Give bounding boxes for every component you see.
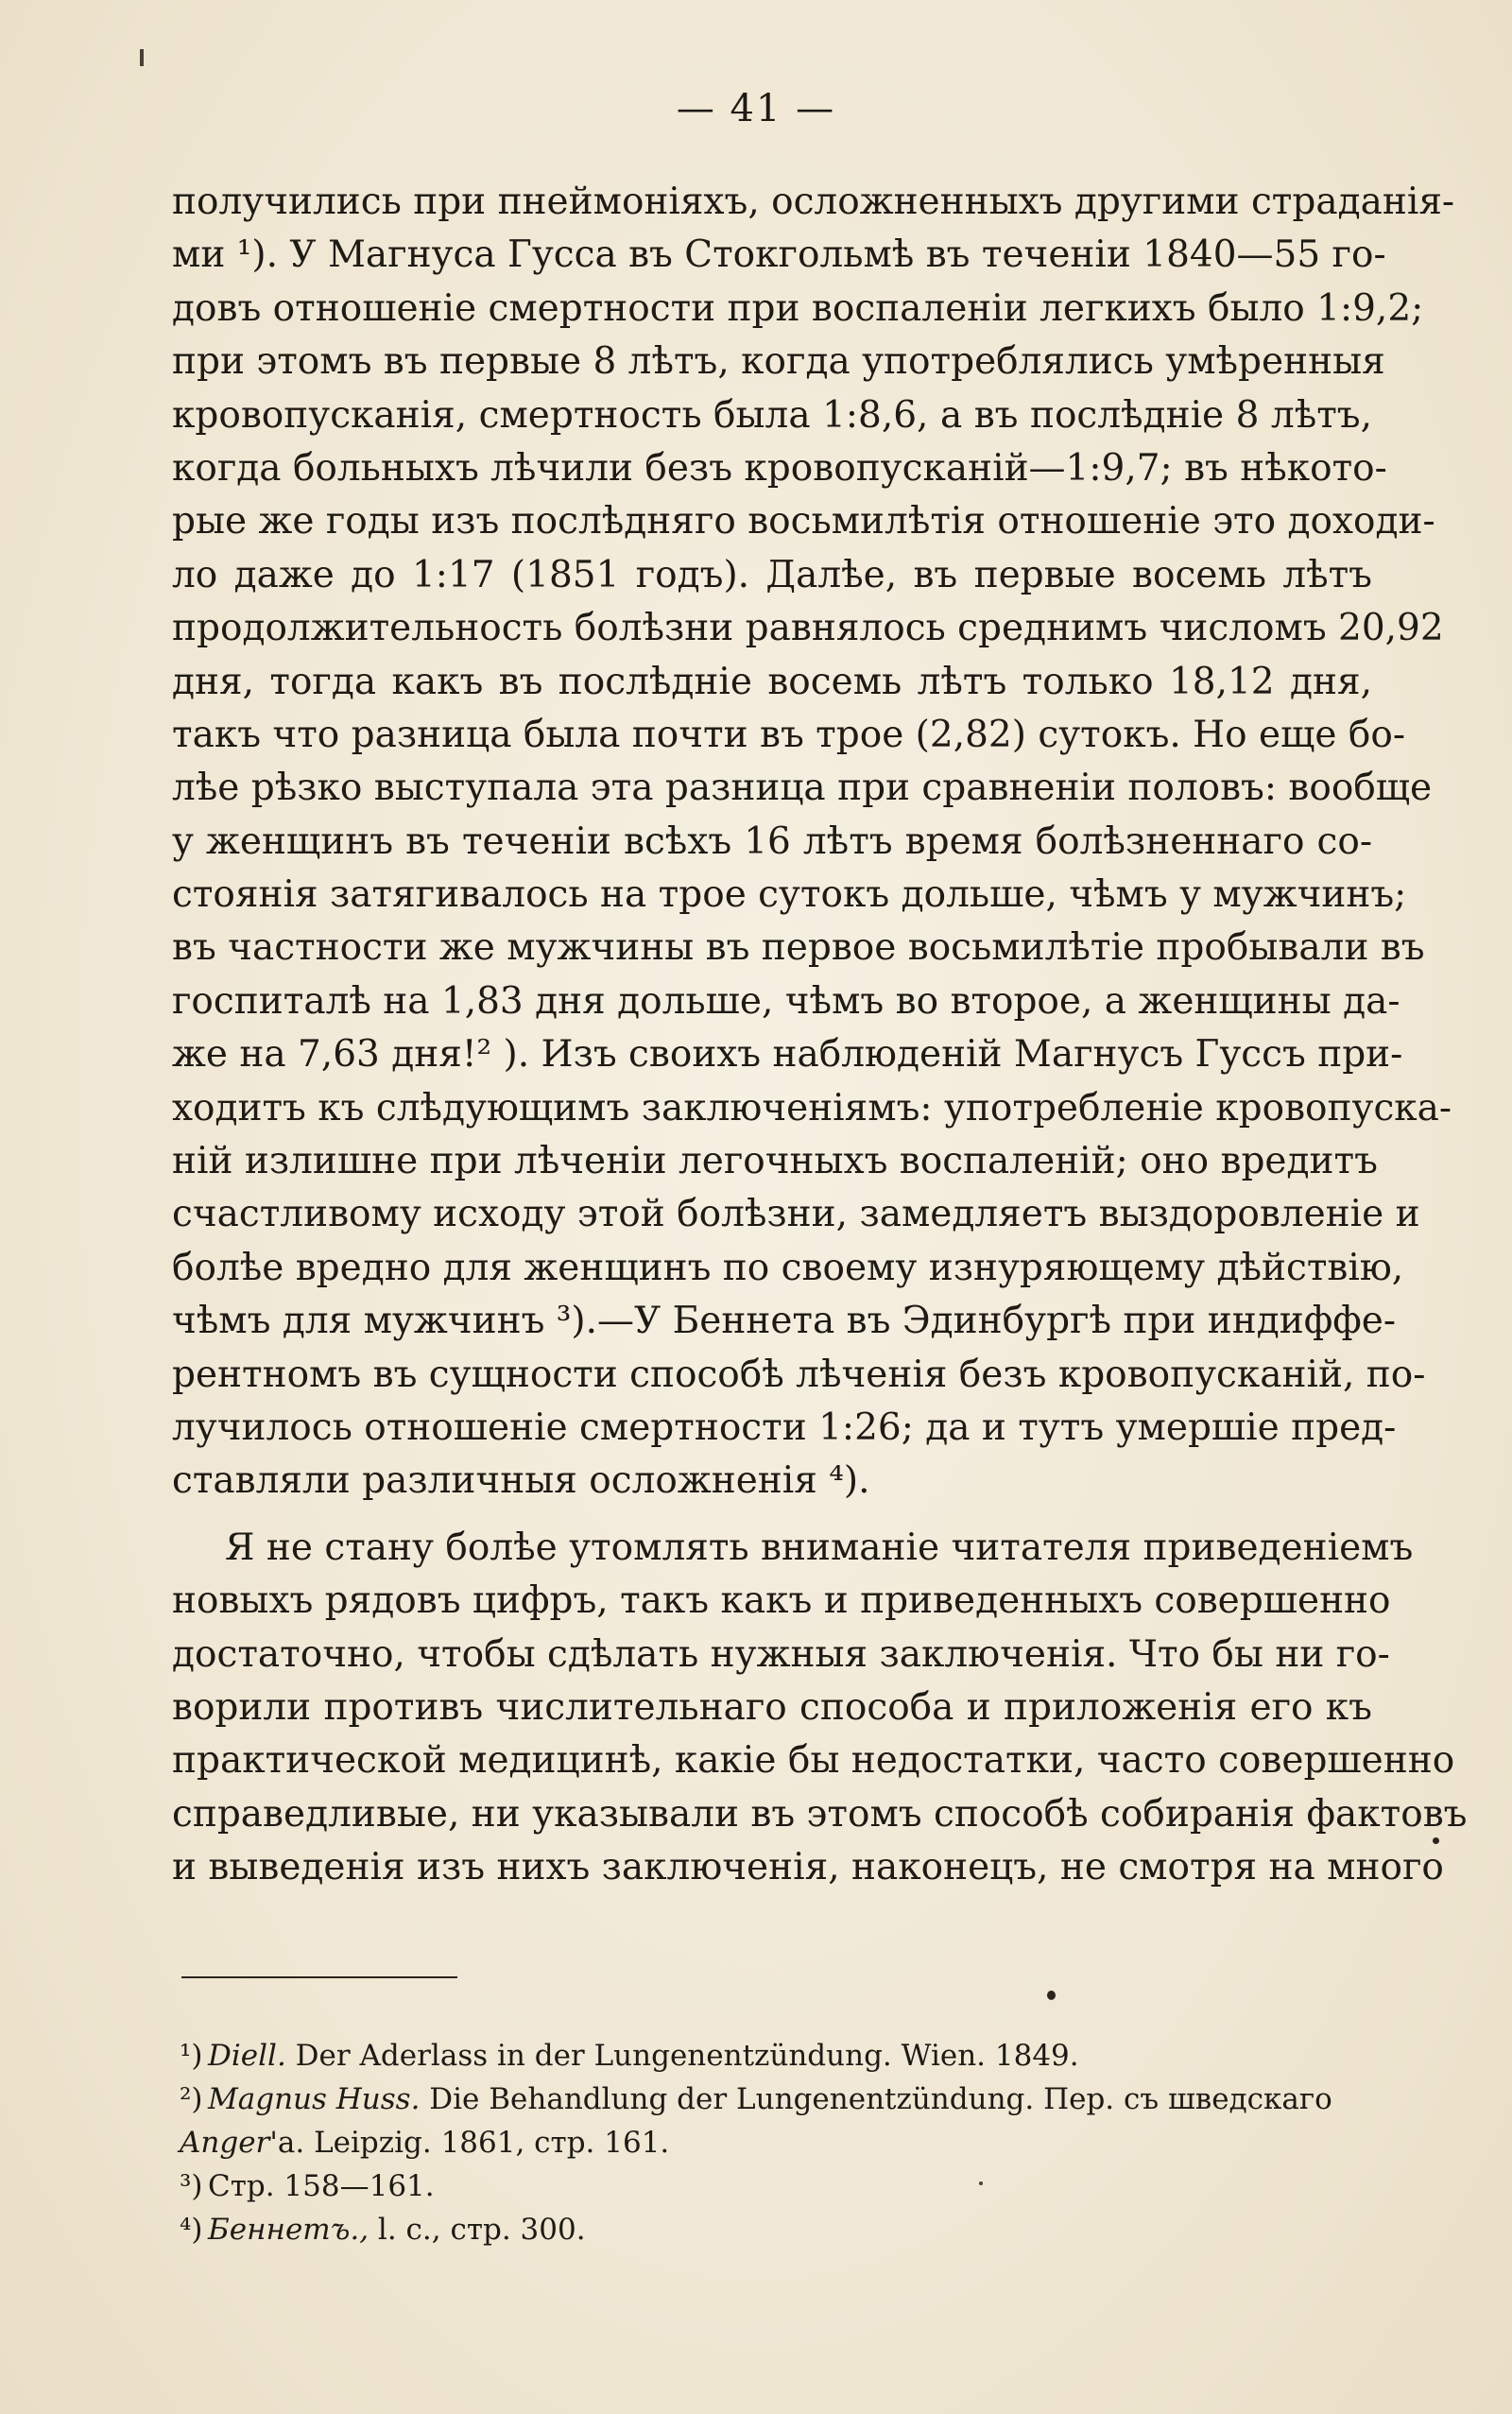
- footnote-marker: ⁴): [180, 2213, 203, 2247]
- footnote-3: [180, 2164, 1380, 2208]
- text-line: ворили противъ числительнаго способа и приложенія его къ: [172, 1685, 1372, 1729]
- footnote-author: Беннетъ.,: [208, 2213, 369, 2247]
- footnote-1: [180, 2034, 1380, 2078]
- text-line: счастливому исходу этой болѣзни, замедляетъ выздоровленіе и: [172, 1193, 1420, 1236]
- paragraph-2: [172, 1522, 1468, 1895]
- footnote-4: [180, 2208, 1380, 2251]
- text-line: справедливые, ни указывали въ этомъ способѣ собиранія фактовъ: [172, 1792, 1468, 1836]
- text-line: Я не стану болѣе утомлять вниманіе читателя приведеніемъ: [225, 1526, 1414, 1569]
- ink-speck: [1433, 1837, 1439, 1844]
- text-line: ставляли различныя осложненія ⁴).: [172, 1459, 870, 1503]
- footnote-marker: ¹): [180, 2039, 203, 2073]
- text-line: стоянія затягивалось на трое сутокъ дольше, чѣмъ у мужчинъ;: [172, 873, 1407, 917]
- text-line: лучилось отношеніе смертности 1:26; да и тутъ умершіе пред-: [172, 1405, 1397, 1449]
- text-line: такъ что разница была почти въ трое (2,82) сутокъ. Но еще бо-: [172, 713, 1406, 756]
- text-line: госпиталѣ на 1,83 дня дольше, чѣмъ во второе, а женщины да-: [172, 979, 1400, 1023]
- text-line: ходитъ къ слѣдующимъ заключеніямъ: употребленіе кровопуска-: [172, 1086, 1452, 1129]
- text-line: рентномъ въ сущности способѣ лѣченія безъ кровопусканій, по-: [172, 1353, 1426, 1396]
- text-line: ми ¹). У Магнуса Гусса въ Стокгольмѣ въ теченіи 1840—55 го-: [172, 233, 1386, 277]
- text-line: довъ отношеніе смертности при воспаленіи легкихъ было 1:9,2;: [172, 286, 1424, 330]
- footnote-2: [180, 2078, 1380, 2121]
- footnote-text: Стр. 158—161.: [208, 2169, 435, 2203]
- text-line: продолжительность болѣзни равнялось среднимъ числомъ 20,92: [172, 607, 1444, 650]
- text-line: ло даже до 1:17 (1851 годъ). Далѣе, въ первые восемь лѣтъ: [172, 553, 1372, 596]
- text-line: лѣе рѣзко выступала эта разница при сравненіи половъ: вообще: [172, 767, 1433, 810]
- text-line: дня, тогда какъ въ послѣдніе восемь лѣтъ только 18,12 дня,: [172, 660, 1372, 703]
- margin-mark: [140, 49, 144, 66]
- ink-speck: [979, 2181, 983, 2185]
- text-line: получились при пнеймоніяхъ, осложненныхъ другими страданія-: [172, 181, 1455, 223]
- footnotes: [180, 2034, 1380, 2251]
- text-line: практической медицинѣ, какіе бы недостатки, часто совершенно: [172, 1739, 1455, 1783]
- text-line: ній излишне при лѣченіи легочныхъ воспаленій; оно вредитъ: [172, 1140, 1378, 1183]
- footnote-text: Der Aderlass in der Lungenentzündung. Wien. 1849.: [285, 2039, 1079, 2073]
- footnote-text: Die Behandlung der Lungenentzündung. Пер. съ шведскаго: [420, 2082, 1332, 2116]
- footnote-2-continued: [180, 2121, 1380, 2164]
- text-line: и выведенія изъ нихъ заключенія, наконецъ, не смотря на много: [172, 1846, 1444, 1889]
- text-line: когда больныхъ лѣчили безъ кровопусканій—1:9,7; въ нѣкото-: [172, 446, 1387, 490]
- text-line: кровопусканія, смертность была 1:8,6, а въ послѣдніе 8 лѣтъ,: [172, 393, 1372, 437]
- footnote-author: Magnus Huss.: [208, 2082, 421, 2116]
- footnote-marker: ²): [180, 2082, 203, 2116]
- text-line: болѣе вредно для женщинъ по своему изнуряющему дѣйствію,: [172, 1246, 1404, 1289]
- footnote-author: Diell.: [208, 2039, 286, 2073]
- body-text: [172, 176, 1468, 1895]
- page-number: — 41 —: [676, 87, 836, 130]
- footnote-text: l. c., стр. 300.: [369, 2213, 586, 2247]
- footnote-text: 'a. Leipzig. 1861, стр. 161.: [269, 2126, 670, 2160]
- text-line: рые же годы изъ послѣдняго восьмилѣтія отношеніе это доходи-: [172, 500, 1435, 543]
- footnote-author: Anger: [180, 2126, 270, 2160]
- text-line: новыхъ рядовъ цифръ, такъ какъ и приведенныхъ совершенно: [172, 1579, 1391, 1623]
- paragraph-gap: [172, 1509, 1372, 1522]
- text-line: чѣмъ для мужчинъ ³).—У Беннета въ Эдинбургѣ при индиффе-: [172, 1300, 1397, 1343]
- text-line: при этомъ въ первые 8 лѣтъ, когда употреблялись умѣренныя: [172, 340, 1385, 384]
- footnote-separator: [181, 1976, 457, 1978]
- text-line: достаточно, чтобы сдѣлать нужныя заключенія. Что бы ни го-: [172, 1632, 1390, 1676]
- text-line: же на 7,63 дня!² ). Изъ своихъ наблюденій Магнусъ Гуссъ при-: [172, 1033, 1403, 1077]
- paragraph-1: [172, 176, 1455, 1509]
- text-line: въ частности же мужчины въ первое восьмилѣтіе пробывали въ: [172, 926, 1425, 970]
- footnote-marker: ³): [180, 2169, 203, 2203]
- ink-speck: [1047, 1991, 1056, 2000]
- text-line: у женщинъ въ теченіи всѣхъ 16 лѣтъ время болѣзненнаго со-: [172, 819, 1372, 863]
